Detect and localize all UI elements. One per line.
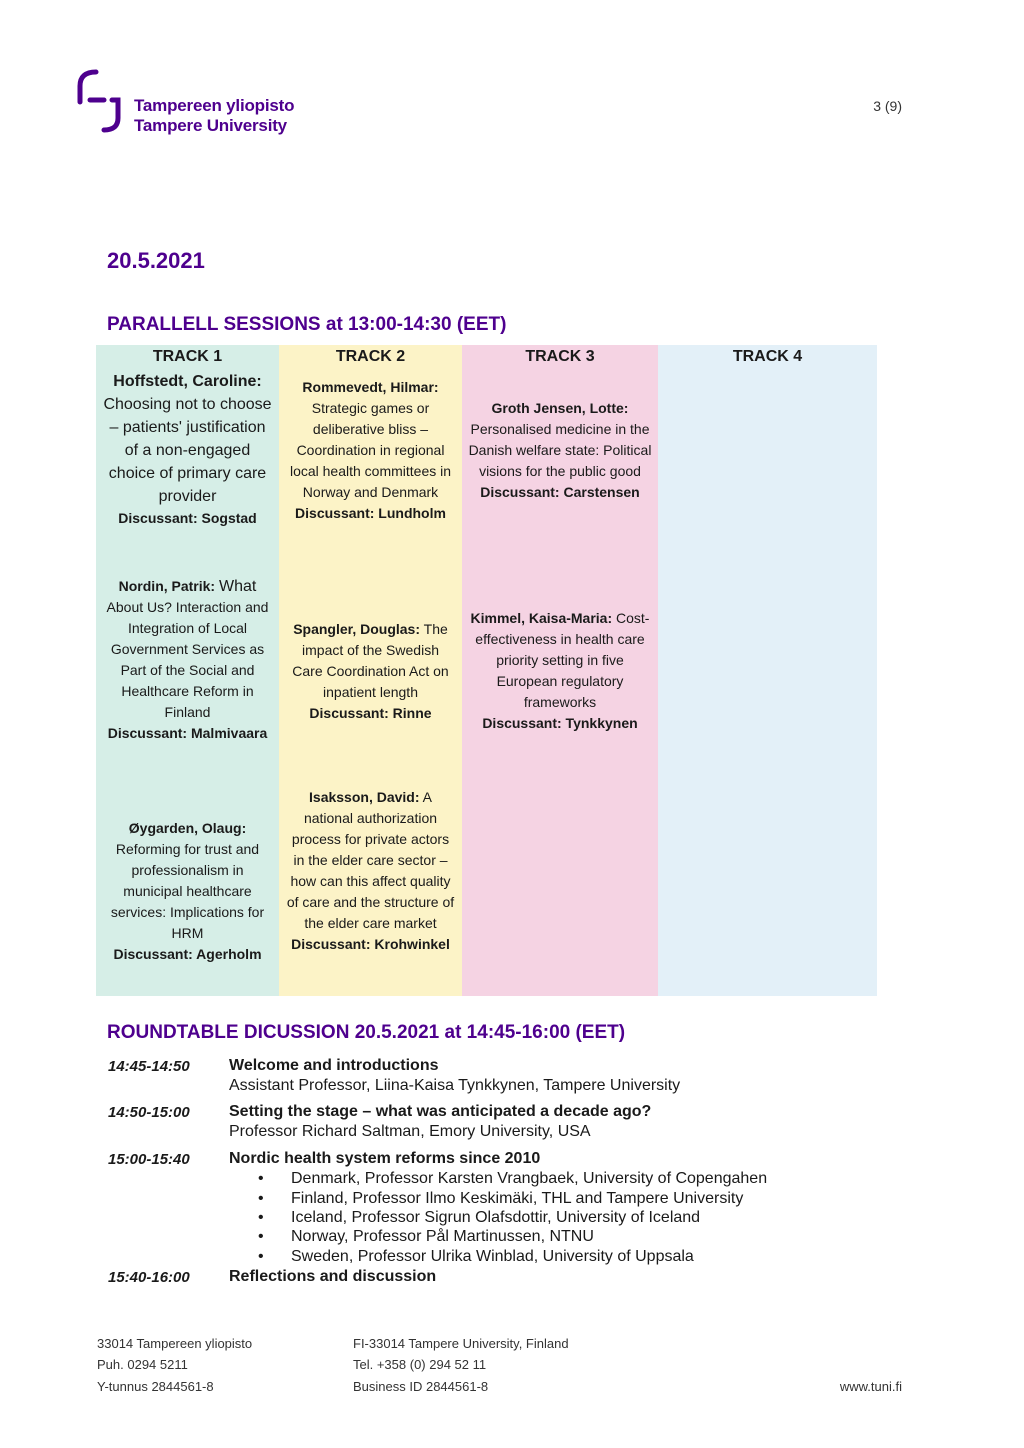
bullet-dot: • [258,1209,264,1226]
agenda-time: 14:45-14:50 [108,1058,190,1075]
footer-website-link[interactable]: www.tuni.fi [839,1379,902,1394]
track-3-column [462,345,658,996]
track-header: TRACK 2 [335,348,406,365]
track-1-column [96,345,279,996]
session-item [102,576,273,744]
session-title: A national authorization process for private actors in the elder care sector – how can this affect quality of care and the structure of the elder care market [286,789,455,931]
bullet-item: Denmark, Professor Karsten Vrangbaek, University of Copengahen [291,1170,768,1187]
bullet-item: Sweden, Professor Ulrika Winblad, University of Uppsala [291,1248,694,1265]
session-author: Nordin, Patrik: [118,578,216,594]
session-discussant: Discussant: Rinne [309,705,432,721]
session-discussant: Discussant: Lundholm [295,505,446,521]
session-title-lead: What [219,578,257,595]
agenda-title: Nordic health system reforms since 2010 [229,1150,541,1167]
page-number: 3 (9) [873,98,902,114]
footer-phone-fi: Puh. 0294 5211 [97,1357,188,1372]
footer-address-en: FI-33014 Tampere University, Finland [353,1336,569,1351]
session-title: Strategic games or deliberative bliss – Coordination in regional local health committees in Norway and Denmark [289,400,452,500]
session-discussant: Discussant: Malmivaara [107,725,268,741]
session-author: Isaksson, David: [309,789,420,805]
session-item [102,370,273,529]
session-title: Personalised medicine in the Danish welfare state: Political visions for the public good [468,421,652,479]
bullet-item: Iceland, Professor Sigrun Olafsdottir, University of Iceland [291,1209,701,1226]
session-discussant: Discussant: Agerholm [113,946,262,962]
session-discussant: Discussant: Tynkkynen [482,715,638,731]
track-header: TRACK 1 [152,348,223,365]
agenda-title: Reflections and discussion [229,1268,437,1285]
session-title: Reforming for trust and professionalism in municipal healthcare services: Implications for HRM [110,841,265,941]
session-author: Kimmel, Kaisa-Maria: [470,610,613,626]
session-item [102,818,273,965]
agenda-title: Setting the stage – what was anticipated a decade ago? [229,1103,652,1120]
session-author: Hoffstedt, Caroline: [113,373,262,390]
bullet-dot: • [258,1190,264,1207]
track-2-column [279,345,462,996]
roundtable-heading: ROUNDTABLE DICUSSION 20.5.2021 at 14:45-16:00 (EET) [107,1022,626,1043]
session-item [468,608,652,734]
parallel-sessions-heading: PARALLELL SESSIONS at 13:00-14:30 (EET) [107,314,507,335]
tampere-university-logo-icon [74,68,126,136]
footer-address-fi: 33014 Tampereen yliopisto [97,1336,253,1351]
bullet-dot: • [258,1228,264,1245]
session-author: Groth Jensen, Lotte: [491,400,629,416]
session-title: Choosing not to choose – patients' justification of a non-engaged choice of primary care provider [103,396,272,505]
footer-business-id-en: Business ID 2844561-8 [353,1379,489,1394]
track-header: TRACK 4 [732,348,803,365]
footer-business-id-fi: Y-tunnus 2844561-8 [97,1379,214,1394]
agenda-title: Welcome and introductions [229,1057,439,1074]
agenda-subtitle: Professor Richard Saltman, Emory University, USA [229,1123,591,1140]
logo-text-english: Tampere University [134,116,287,135]
bullet-item: Norway, Professor Pål Martinussen, NTNU [291,1228,594,1245]
logo-text-finnish: Tampereen yliopisto [134,96,295,115]
footer-phone-en: Tel. +358 (0) 294 52 11 [353,1357,487,1372]
session-author: Øygarden, Olaug: [128,820,247,836]
bullet-dot: • [258,1170,264,1187]
session-item [285,787,456,955]
session-discussant: Discussant: Krohwinkel [291,936,450,952]
session-discussant: Discussant: Carstensen [480,484,640,500]
track-header: TRACK 3 [525,348,595,365]
bullet-item: Finland, Professor Ilmo Keskimäki, THL and Tampere University [291,1190,744,1207]
session-item [468,398,652,503]
session-title: About Us? Interaction and Integration of Local Government Services as Part of the Social and Healthcare Reform in Finland [106,599,269,720]
agenda-time: 14:50-15:00 [108,1104,190,1121]
session-item [285,377,456,524]
agenda-time: 15:40-16:00 [108,1269,190,1286]
agenda-subtitle: Assistant Professor, Liina-Kaisa Tynkkynen, Tampere University [229,1077,681,1094]
agenda-time: 15:00-15:40 [108,1151,190,1168]
session-title: Cost-effectiveness in health care priority setting in five European regulatory frameworks [475,610,650,710]
session-discussant: Discussant: Sogstad [118,510,257,526]
bullet-dot: • [258,1248,264,1265]
session-title: The impact of the Swedish Care Coordination Act on inpatient length [292,621,449,700]
session-author: Rommevedt, Hilmar: [302,379,439,395]
session-author: Spangler, Douglas: [293,621,421,637]
date-heading: 20.5.2021 [107,248,205,273]
track-4-column [658,345,877,996]
session-item [285,619,456,724]
